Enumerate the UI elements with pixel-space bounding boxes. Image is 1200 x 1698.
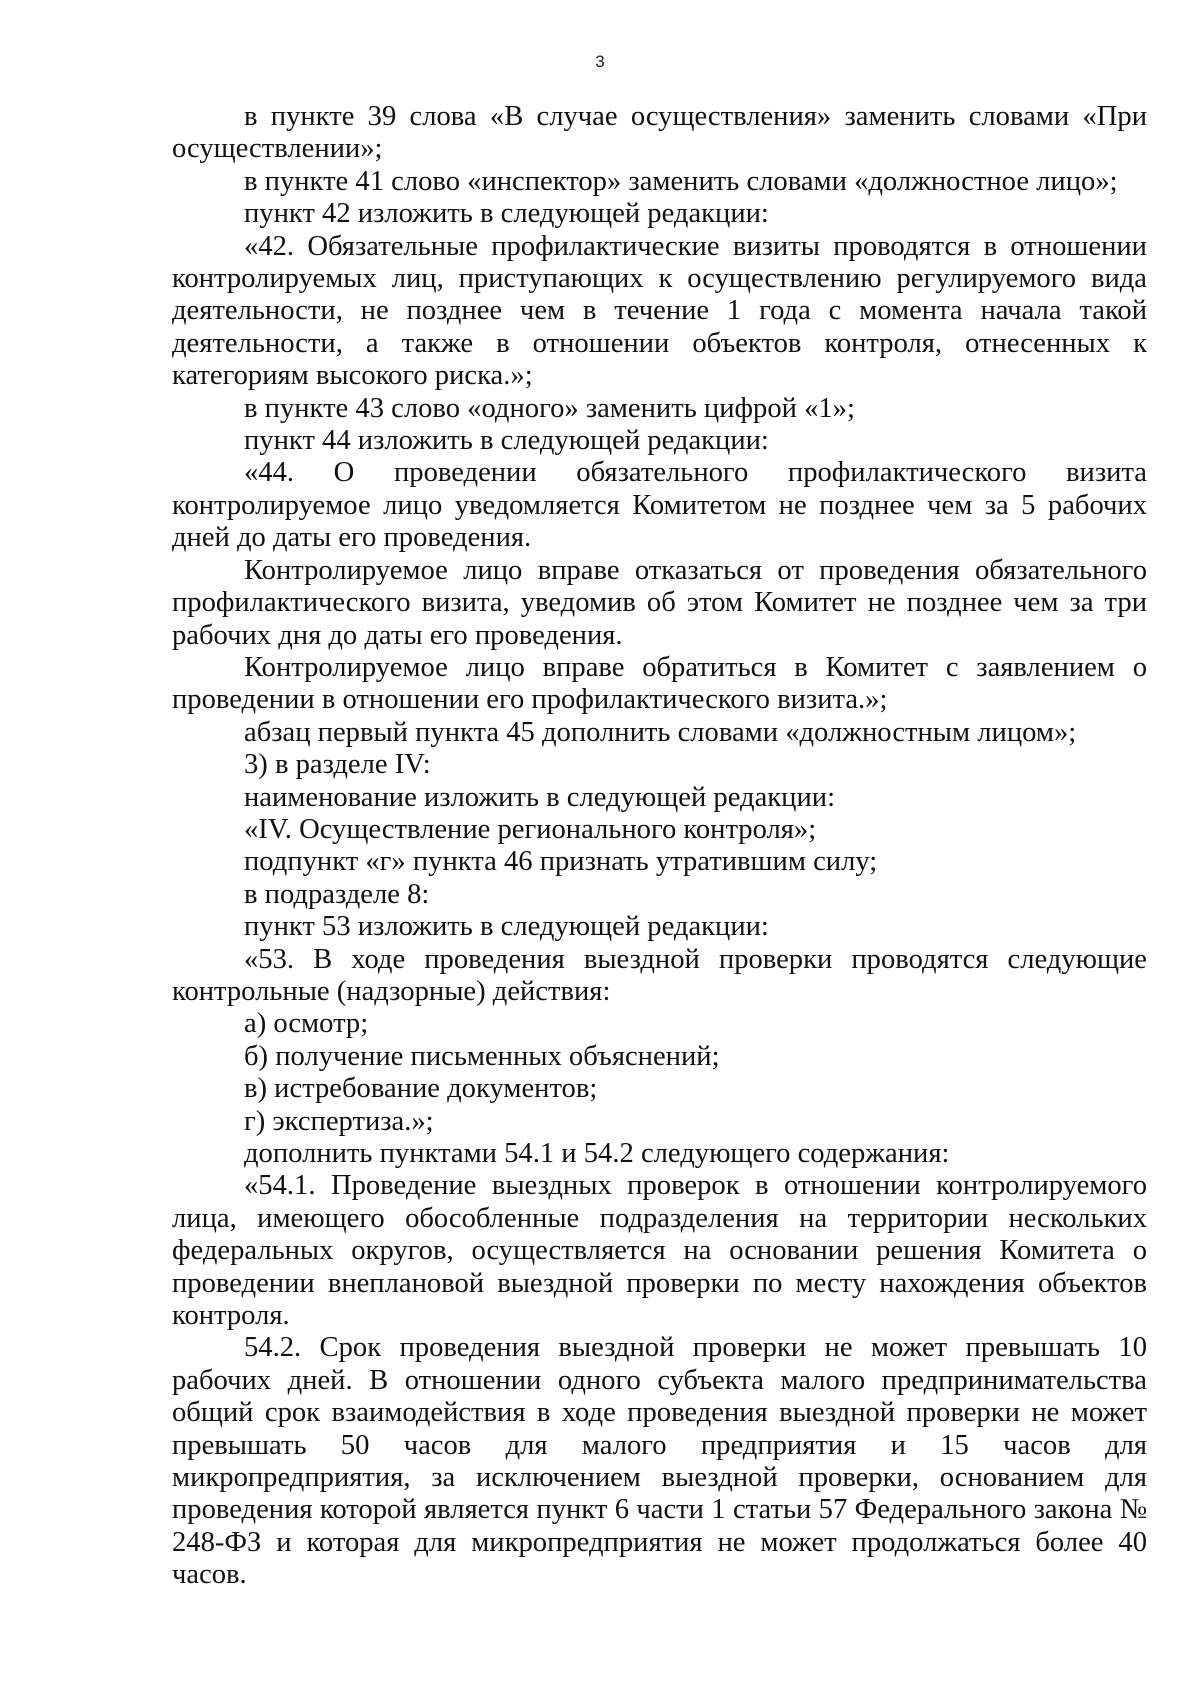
paragraph: «IV. Осуществление регионального контроля»;	[244, 813, 817, 845]
paragraph: в пункте 43 слово «одного» заменить цифрой «1»;	[244, 392, 855, 424]
paragraph: 54.2. Срок проведения выездной проверки не может превышать 10 рабочих дней. В отношении одного субъекта малого предпринимательства общий срок взаимодействия в ходе проведения выездной проверки не может превышать 50 часов для малого предприятия и 15 часов для микропредприятия, за исключением выездной проверки, основанием для проведения которой является пункт 6 части 1 статьи 57 Федерального закона № 248-ФЗ и которая для микропредприятия не может продолжаться более 40 часов.	[172, 1332, 1147, 1591]
paragraph: «53. В ходе проведения выездной проверки проводятся следующие контрольные (надзорные) действия:	[172, 943, 1147, 1007]
paragraph: пункт 53 изложить в следующей редакции:	[244, 911, 769, 943]
paragraph: в пункте 41 слово «инспектор» заменить словами «должностное лицо»;	[244, 165, 1118, 197]
paragraph: Контролируемое лицо вправе обратиться в Комитет с заявлением о проведении в отношении его профилактического визита.»;	[172, 651, 1147, 716]
document-body	[172, 101, 1147, 1592]
paragraph: в пункте 39 слова «В случае осуществления» заменить словами «При осуществлении»;	[172, 101, 1147, 165]
paragraph: подпункт «г» пункта 46 признать утратившим силу;	[244, 846, 878, 878]
paragraph: а) осмотр;	[244, 1008, 369, 1040]
paragraph: 3) в разделе IV:	[244, 749, 431, 781]
paragraph: пункт 42 изложить в следующей редакции:	[244, 198, 769, 230]
paragraph: в) истребование документов;	[244, 1073, 598, 1105]
paragraph: дополнить пунктами 54.1 и 54.2 следующего содержания:	[244, 1138, 950, 1169]
paragraph: пункт 44 изложить в следующей редакции:	[244, 425, 769, 457]
paragraph: б) получение письменных объяснений;	[244, 1040, 720, 1072]
paragraph: Контролируемое лицо вправе отказаться от проведения обязательного профилактического визита, уведомив об этом Комитет не позднее чем за три рабочих дня до даты его проведения.	[172, 554, 1147, 651]
paragraph: абзац первый пункта 45 дополнить словами «должностным лицом»;	[244, 716, 1077, 748]
paragraph: «42. Обязательные профилактические визиты проводятся в отношении контролируемых лиц, приступающих к осуществлению регулируемого вида деятельности, не позднее чем в течение 1 года с момента начала такой деятельности, а также в отношении объектов контроля, отнесенных к категориям высокого риска.»;	[172, 230, 1147, 392]
paragraph: г) экспертиза.»;	[244, 1105, 434, 1137]
paragraph: «44. О проведении обязательного профилактического визита контролируемое лицо уведомляется Комитетом не позднее чем за 5 рабочих дней до даты его проведения.	[172, 457, 1147, 554]
paragraph: «54.1. Проведение выездных проверок в отношении контролируемого лица, имеющего обособленные подразделения на территории нескольких федеральных округов, осуществляется на основании решения Комитета о проведении внеплановой выездной проверки по месту нахождения объектов контроля.	[172, 1170, 1147, 1332]
paragraph: наименование изложить в следующей редакции:	[244, 781, 836, 813]
page-number: 3	[595, 52, 605, 71]
paragraph: в подразделе 8:	[244, 878, 430, 910]
